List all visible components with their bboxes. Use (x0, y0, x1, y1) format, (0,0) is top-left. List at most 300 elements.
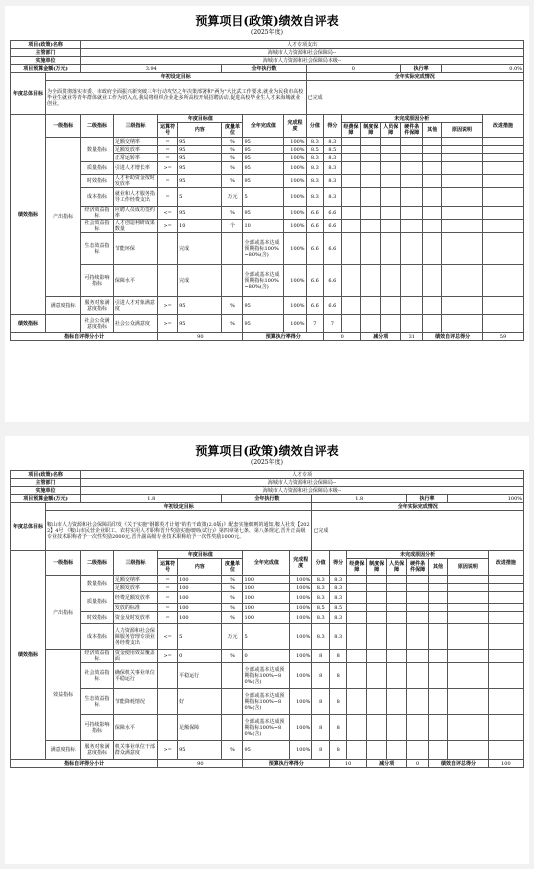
label-deduct: 减分项 (367, 760, 407, 768)
group-satisfaction: 满意度指标 (46, 741, 81, 760)
cell-val: 95 (178, 146, 222, 154)
col-score: 得分 (324, 115, 342, 138)
sat-placeholder (46, 315, 81, 333)
cell-score: 8 (329, 663, 347, 689)
col-r1: 经费保障 (347, 559, 367, 576)
cell-done: 95 (243, 175, 284, 188)
project-name: 人才专项支出 (81, 41, 524, 49)
col-lvl2: 二级指标 (81, 551, 114, 576)
form-sheet-1 (5, 6, 529, 422)
cell-rate: 100% (290, 576, 312, 584)
group-sustain: 可持续影响指标 (81, 715, 114, 741)
cell-done: 95 (243, 138, 284, 146)
deduct-value: 31 (401, 333, 423, 341)
cell-score: 6.6 (324, 233, 342, 265)
goal-text: 鞍山市人力资源和社会保障局印发《关于实施"钢都英才计划"的若干政策(2.0版)》配套实施细则的通知,鞍人社发【2022】4号 《鞍山市民营企业职工、农村实用人才职称晋升奖励实施细则(试行)》第四章第七条、第八条规定,晋升正高级专业技术职称者予一次性奖励2000元,晋升副高级专业技术职称给予一次性奖励1000元。 (46, 511, 312, 551)
cell-unit: % (222, 612, 243, 624)
group-satisfaction: 满意度指标 (46, 297, 81, 315)
cell-val: 95 (178, 138, 222, 146)
goal-text: 为全面贯彻落实市委、市政府全面振兴新突破三年行动攻坚之年决策部署和"两为"大比武工作要求,就业为民我市高校毕业生就业等青年群体就业工作为切入点,我局将组织企业赴多所高校开展招聘活动,促进高校毕业生人才来海城就业创业。 (46, 81, 307, 115)
col-lvl2: 二级指标 (81, 115, 114, 138)
cell-unit: % (222, 146, 243, 154)
cell-done: 全部或基本达成预期指标100%~80%(含) (243, 233, 284, 265)
cell-lvl3: 社会公众满意度 (113, 315, 157, 333)
col-r3: 人员保障 (381, 123, 401, 138)
cell-done: 95 (243, 297, 284, 315)
col-lvl3: 三级指标 (113, 115, 157, 138)
group-qty: 数量指标 (81, 138, 114, 162)
cell-val: 5 (178, 188, 222, 207)
cell-score: 8.3 (324, 138, 342, 146)
group-qty: 数量指标 (81, 576, 114, 592)
label-budget: 项目预算金额(万元) (11, 65, 81, 73)
cell-val: 95 (178, 175, 222, 188)
final-value: 59 (482, 333, 523, 341)
footer-row (11, 760, 524, 768)
col-target-group: 年度目标值 (158, 551, 243, 559)
cell-val: 95 (178, 297, 222, 315)
form-title: 预算项目(政策)绩效自评表 (195, 444, 339, 458)
table-row (11, 741, 524, 760)
cell-op (158, 715, 178, 741)
cell-rate: 100% (284, 315, 306, 333)
cell-rate: 100% (290, 650, 312, 663)
cell-op: >= (158, 741, 178, 760)
cell-score: 6.6 (324, 220, 342, 233)
cell-score: 8 (329, 689, 347, 715)
form-sheet-2 (5, 436, 529, 864)
final-value: 100 (488, 760, 523, 768)
budget-score-value: 10 (329, 760, 366, 768)
cell-op: >= (158, 220, 178, 233)
footer-row (11, 333, 524, 341)
cell-op: = (158, 138, 178, 146)
col-target-group: 年度目标值 (158, 115, 243, 123)
cell-done: 5 (243, 188, 284, 207)
cell-done: 95 (243, 741, 290, 760)
cell-done: 全部或基本达成预期指标100%~80%(含) (243, 265, 284, 297)
cell-lvl3: 正常运转率 (113, 154, 157, 162)
cell-weight: 8 (312, 650, 330, 663)
dept-value: 海城市人力资源和社会保障局-- (81, 49, 524, 57)
label-dept: 主管部门 (11, 479, 81, 487)
label-unit: 实施单位 (11, 57, 81, 65)
cell-done: 95 (243, 154, 284, 162)
table-row (11, 188, 524, 207)
cell-weight: 8.3 (312, 612, 330, 624)
cell-weight: 8.5 (306, 146, 324, 154)
cell-lvl3: 资金及时发放率 (113, 612, 157, 624)
evaluation-table-1 (10, 40, 524, 315)
col-improve: 改进措施 (488, 551, 523, 576)
table-row (11, 689, 524, 715)
cell-unit (222, 265, 243, 297)
label-perf-indicator: 绩效指标 (11, 551, 46, 760)
cell-score: 7 (324, 315, 342, 333)
cell-val: 100 (178, 604, 222, 612)
label-total: 指标自评得分小计 (11, 333, 158, 341)
total-value: 90 (158, 760, 243, 768)
col-lvl3: 三级指标 (113, 551, 157, 576)
group-eco: 生态效益指标 (81, 233, 114, 265)
col-r2: 制度保障 (361, 123, 381, 138)
cell-unit: % (222, 584, 243, 592)
col-full-done: 全年完成值 (243, 551, 290, 576)
col-r5: 其他 (429, 559, 448, 576)
cell-score: 8 (329, 715, 347, 741)
cell-op: = (158, 612, 178, 624)
cell-score: 8.3 (324, 154, 342, 162)
cell-op: = (158, 604, 178, 612)
group-time: 时效指标 (81, 612, 114, 624)
cell-weight: 8.3 (312, 624, 330, 650)
cell-val: 10 (178, 220, 222, 233)
cell-lvl3: 足额交纳率 (113, 138, 157, 146)
col-r4: 硬件条件保障 (407, 559, 429, 576)
cell-val: 100 (178, 612, 222, 624)
cell-score: 6.6 (324, 265, 342, 297)
group-econ: 经济效益指标 (81, 207, 114, 220)
label-year-goal: 年度总体目标 (11, 73, 46, 115)
cell-unit: % (222, 576, 243, 584)
label-final: 绩效自评总得分 (423, 333, 483, 341)
cell-val: 完成 (178, 233, 222, 265)
cell-unit: 万元 (222, 188, 243, 207)
cell-val: 100 (178, 584, 222, 592)
cell-val: 0 (178, 650, 222, 663)
cell-score: 8.3 (329, 624, 347, 650)
col-weight: 分值 (306, 115, 324, 138)
cell-done: 全部或基本达成预期指标100%~80%(含) (243, 689, 290, 715)
cell-score: 6.6 (324, 207, 342, 220)
cell-weight: 8.3 (312, 592, 330, 604)
cell-score: 8.5 (329, 604, 347, 612)
group-output: 产出指标 (46, 576, 81, 650)
cell-done: 100 (243, 612, 290, 624)
exec-rate-value: 0.0% (442, 65, 524, 73)
cell-rate: 100% (284, 175, 306, 188)
label-year-goal: 年度总体目标 (11, 503, 46, 551)
cell-weight: 8 (312, 663, 330, 689)
col-r6: 原因说明 (442, 123, 483, 138)
cell-unit: 个 (222, 220, 243, 233)
cell-score: 8.5 (324, 146, 342, 154)
cell-val: 5 (178, 624, 222, 650)
table-row (11, 162, 524, 175)
cell-done: 全部或基本达成预期指标100%~80%(含) (243, 663, 290, 689)
budget-score-value: 0 (324, 333, 361, 341)
col-r6: 原因说明 (447, 559, 488, 576)
cell-op: = (158, 576, 178, 584)
cell-done: 5 (243, 624, 290, 650)
form-year: (2025年度) (251, 459, 283, 466)
col-r5: 其他 (423, 123, 442, 138)
cell-unit: % (222, 162, 243, 175)
project-name: 人才专项 (81, 471, 524, 479)
label-actual: 全年实际完成情况 (306, 73, 523, 81)
col-lvl1: 一级指标 (46, 115, 81, 138)
cell-op (158, 663, 178, 689)
table-row (11, 663, 524, 689)
table-row (11, 175, 524, 188)
group-output: 产出指标 (46, 138, 81, 297)
cell-unit: % (222, 297, 243, 315)
cell-rate: 100% (290, 663, 312, 689)
col-reason-group: 未完成原因分析 (341, 115, 482, 123)
group-sat-obj: 服务对象满意度指标 (81, 741, 114, 760)
cell-rate: 100% (290, 592, 312, 604)
cell-done: 0 (243, 650, 290, 663)
cell-op (158, 265, 178, 297)
group-eco: 生态效益指标 (81, 689, 114, 715)
cell-weight: 6.6 (306, 233, 324, 265)
cell-rate: 100% (284, 265, 306, 297)
col-improve: 改进措施 (482, 115, 523, 138)
cell-lvl3: 足额发放率 (113, 146, 157, 154)
cell-score: 8 (329, 650, 347, 663)
cell-op: = (158, 175, 178, 188)
cell-done: 100 (243, 592, 290, 604)
label-project-name: 项目(政策)名称 (11, 471, 81, 479)
cell-rate: 100% (284, 188, 306, 207)
label-exec-rate: 执行率 (407, 495, 448, 503)
cell-lvl3: 节能环保 (113, 233, 157, 265)
cell-rate: 100% (290, 689, 312, 715)
cell-op: = (158, 154, 178, 162)
cell-weight: 6.6 (306, 297, 324, 315)
table-row (11, 650, 524, 663)
budget-value: 3.94 (81, 65, 222, 73)
cell-rate: 100% (284, 220, 306, 233)
table-row (11, 233, 524, 265)
col-r1: 经费保障 (341, 123, 361, 138)
cell-score: 8.3 (329, 576, 347, 584)
cell-done: 100 (243, 604, 290, 612)
cell-score: 8.3 (329, 592, 347, 604)
group-time: 时效指标 (81, 175, 114, 188)
cell-weight: 7 (306, 315, 324, 333)
group-sat-pub: 社会公众满意度指标 (81, 315, 114, 333)
cell-val: 95 (178, 315, 222, 333)
cell-val: 95 (178, 207, 222, 220)
table-row (11, 138, 524, 146)
label-executed: 全年执行数 (222, 65, 306, 73)
table-row (11, 576, 524, 584)
cell-val: 完成 (178, 265, 222, 297)
col-lvl1: 一级指标 (46, 551, 81, 576)
cell-op: <= (158, 624, 178, 650)
label-deduct: 减分项 (361, 333, 401, 341)
table-row (11, 592, 524, 604)
cell-rate: 100% (290, 584, 312, 592)
dept-value: 海城市人力资源和社会保障局-- (81, 479, 524, 487)
col-rate: 完成程度 (290, 551, 312, 576)
cell-unit (222, 715, 243, 741)
cell-score: 6.6 (324, 297, 342, 315)
label-perf-indicator-2: 绩效指标 (11, 315, 46, 333)
col-reason-group: 未完成原因分析 (347, 551, 488, 559)
label-unit: 实施单位 (11, 487, 81, 495)
cell-score: 8.3 (329, 612, 347, 624)
cell-val: 平稳运行 (178, 663, 222, 689)
label-planned: 年初设定目标 (46, 503, 312, 511)
cell-val: 95 (178, 154, 222, 162)
group-social: 社会效益指标 (81, 220, 114, 233)
cell-done: 100 (243, 584, 290, 592)
cell-weight: 8 (312, 689, 330, 715)
cell-rate: 100% (284, 154, 306, 162)
cell-op: <= (158, 207, 178, 220)
cell-score: 8.3 (324, 175, 342, 188)
cell-rate: 100% (284, 297, 306, 315)
cell-lvl3: 确保机关事业单位平稳运行 (113, 663, 157, 689)
cell-weight: 8.5 (312, 604, 330, 612)
cell-op (158, 689, 178, 715)
cell-rate: 100% (284, 207, 306, 220)
table-row (11, 220, 524, 233)
deduct-value: 0 (407, 760, 429, 768)
table-row (11, 315, 524, 333)
cell-weight: 8.3 (306, 138, 324, 146)
cell-unit: % (222, 154, 243, 162)
executed-value: 1.8 (312, 495, 407, 503)
group-sustain: 可持续影响指标 (81, 265, 114, 297)
actual-text: 已完成 (312, 511, 524, 551)
label-budget-score: 预算执行率得分 (243, 760, 329, 768)
label-exec-rate: 执行率 (401, 65, 442, 73)
cell-lvl3: 机关事业单位干部群众满意度 (113, 741, 157, 760)
cell-lvl3: 应聘人员成功签约率 (113, 207, 157, 220)
cell-unit: % (222, 315, 243, 333)
cell-done: 100 (243, 576, 290, 584)
cell-weight: 8.3 (306, 175, 324, 188)
label-planned: 年初设定目标 (46, 73, 307, 81)
cell-rate: 100% (284, 138, 306, 146)
cell-weight: 6.6 (306, 220, 324, 233)
col-r3: 人员保障 (387, 559, 407, 576)
label-budget: 项目预算金额(万元) (11, 495, 81, 503)
label-total: 指标自评得分小计 (11, 760, 158, 768)
cell-lvl3: 经费足额发放率 (113, 592, 157, 604)
table-row (11, 612, 524, 624)
cell-lvl3: 人力资源和社会保障服务管理专项业务经费支出 (113, 624, 157, 650)
form-title: 预算项目(政策)绩效自评表 (195, 14, 339, 28)
cell-rate: 100% (290, 604, 312, 612)
cell-op: = (158, 146, 178, 154)
table-row (11, 624, 524, 650)
group-cost: 成本指标 (81, 188, 114, 207)
cell-weight: 8.3 (312, 584, 330, 592)
cell-val: 足额保障 (178, 715, 222, 741)
cell-lvl3: 足额发放率 (113, 584, 157, 592)
cell-weight: 6.6 (306, 207, 324, 220)
cell-unit: % (222, 741, 243, 760)
col-r2: 制度保障 (367, 559, 387, 576)
cell-weight: 8 (312, 741, 330, 760)
cell-unit: 万元 (222, 624, 243, 650)
col-content: 内容 (178, 123, 222, 138)
cell-unit (222, 663, 243, 689)
cell-rate: 100% (284, 146, 306, 154)
cell-val: 95 (178, 162, 222, 175)
label-final: 绩效自评总得分 (429, 760, 489, 768)
cell-lvl3: 引进人才对象满意度 (113, 297, 157, 315)
cell-op: >= (158, 315, 178, 333)
table-row (11, 207, 524, 220)
cell-lvl3: 保障水平 (113, 715, 157, 741)
exec-rate-value: 100% (447, 495, 523, 503)
unit-value: 海城市人力资源和社会保障局本级-- (81, 57, 524, 65)
group-qual: 质量指标 (81, 162, 114, 175)
cell-op: >= (158, 162, 178, 175)
group-social: 社会效益指标 (81, 663, 114, 689)
cell-unit: % (222, 138, 243, 146)
cell-lvl3: 保障水平 (113, 265, 157, 297)
label-executed: 全年执行数 (222, 495, 312, 503)
col-content: 内容 (178, 559, 222, 576)
cell-val: 好 (178, 689, 222, 715)
cell-unit: % (222, 592, 243, 604)
cell-op: >= (158, 650, 178, 663)
group-sat-obj: 服务对象满意度指标 (81, 297, 114, 315)
col-r4: 硬件条件保障 (401, 123, 423, 138)
cell-weight: 6.6 (306, 265, 324, 297)
col-weight: 分值 (312, 551, 330, 576)
cell-rate: 100% (284, 233, 306, 265)
cell-lvl3: 节能降耗情况 (113, 689, 157, 715)
cell-op: = (158, 188, 178, 207)
cell-done: 95 (243, 207, 284, 220)
cell-rate: 100% (284, 162, 306, 175)
cell-unit (222, 233, 243, 265)
table-row (11, 265, 524, 297)
label-actual: 全年实际完成情况 (312, 503, 524, 511)
cell-unit: % (222, 650, 243, 663)
cell-weight: 8.3 (306, 188, 324, 207)
total-value: 90 (158, 333, 243, 341)
evaluation-table-2 (10, 470, 524, 768)
executed-value: 0 (306, 65, 401, 73)
cell-val: 95 (178, 741, 222, 760)
col-op: 运算符号 (158, 123, 178, 138)
col-op: 运算符号 (158, 559, 178, 576)
cell-op: >= (158, 297, 178, 315)
cell-unit: % (222, 604, 243, 612)
table-row (11, 715, 524, 741)
cell-lvl3: 发放的标准 (113, 604, 157, 612)
cell-op: = (158, 584, 178, 592)
cell-done: 10 (243, 220, 284, 233)
cell-lvl3: 资金使用效益覆盖面 (113, 650, 157, 663)
cell-val: 100 (178, 576, 222, 584)
cell-lvl3: 就业和人才服务指导工作经费支出 (113, 188, 157, 207)
col-score: 得分 (329, 551, 347, 576)
cell-lvl3: 足额交纳率 (113, 576, 157, 584)
cell-weight: 8.3 (306, 154, 324, 162)
cell-done: 95 (243, 146, 284, 154)
cell-unit: % (222, 175, 243, 188)
cell-op: = (158, 592, 178, 604)
label-dept: 主管部门 (11, 49, 81, 57)
cell-score: 8.3 (324, 188, 342, 207)
label-perf-indicator: 绩效指标 (11, 115, 46, 315)
col-rate: 完成程度 (284, 115, 306, 138)
col-unit: 度量单位 (222, 559, 243, 576)
budget-value: 1.8 (81, 495, 222, 503)
cell-val: 100 (178, 592, 222, 604)
cell-rate: 100% (290, 741, 312, 760)
group-econ: 经济效益指标 (81, 650, 114, 663)
